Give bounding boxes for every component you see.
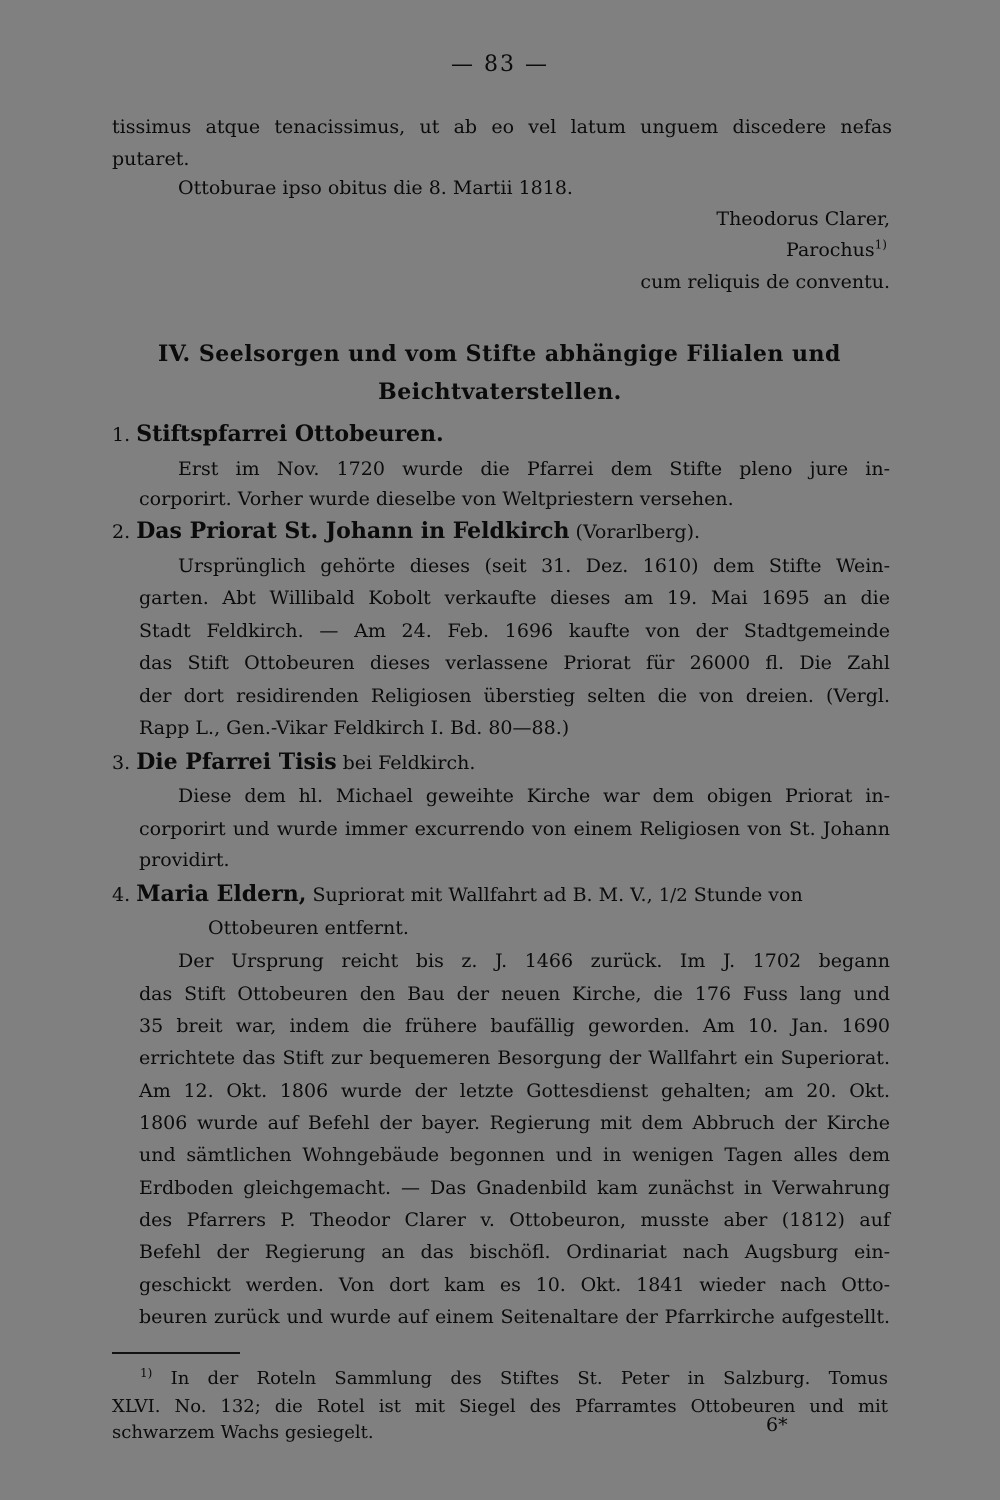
item-2-heading [112,519,700,544]
section-heading-line-1: IV. Seelsorgen und vom Stifte abhängige Filialen und [158,341,841,367]
item-2-subtitle: (Vorarlberg). [575,521,701,543]
signature-title [786,238,887,262]
item-1-title: Stiftspfarrei Ottobeuren. [136,421,444,447]
item-4-line-0: Ottobeuren entfernt. [208,917,409,939]
item-4-line-10: Befehl der Regierung an das bischöfl. Ordinariat nach Augsburg ein- [139,1241,890,1263]
item-4-line-3: 35 breit war, indem die frühere baufällig geworden. Am 10. Jan. 1690 [139,1015,890,1037]
footnote-line-2: XLVI. No. 132; die Rotel ist mit Siegel des Pfarramtes Ottobeuren und mit [112,1396,888,1417]
item-1-line-2: corporirt. Vorher wurde dieselbe von Weltpriestern versehen. [139,488,734,510]
letter-line-1: tissimus atque tenacissimus, ut ab eo vel latum unguem discedere nefas [112,116,892,138]
item-4-line-8: Erdboden gleichgemacht. — Das Gnadenbild kam zunächst in Verwahrung [139,1177,890,1199]
item-2-line-6: Rapp L., Gen.-Vikar Feldkirch I. Bd. 80—88.) [139,717,570,739]
item-4-line-11: geschickt werden. Von dort kam es 10. Okt. 1841 wieder nach Otto- [139,1274,890,1296]
footnote-rule [112,1352,240,1354]
item-4-heading [112,882,803,908]
item-3-line-3: providirt. [139,849,230,871]
item-3-subtitle: bei Feldkirch. [342,752,476,774]
section-heading-line-2: Beichtvaterstellen. [378,379,622,405]
item-4-fraction: 1/2 [658,885,688,906]
item-2-line-5: der dort residirenden Religiosen überstieg selten die von dreien. (Vergl. [139,685,890,707]
footnote-mark: 1) [140,1366,153,1380]
item-4-subtitle: Supriorat mit Wallfahrt ad B. M. V., [312,884,653,906]
item-4-line-1: Der Ursprung reicht bis z. J. 1466 zurück. Im J. 1702 begann [178,950,890,972]
item-3-title: Die Pfarrei Tisis [136,749,337,775]
item-4-number: 4. [112,884,131,906]
item-4-line-6: 1806 wurde auf Befehl der bayer. Regierung mit dem Abbruch der Kirche [139,1112,890,1134]
item-2-line-4: das Stift Ottobeuren dieses verlassene Priorat für 26000 fl. Die Zahl [139,652,890,674]
item-2-title: Das Priorat St. Johann in Feldkirch [136,518,570,544]
item-3-heading [112,750,475,775]
page-number: — 83 — [451,52,549,77]
footnote-text-1: In der Roteln Sammlung des Stiftes St. Peter in Salzburg. Tomus [170,1368,888,1389]
item-4-line-7: und sämtlichen Wohngebäude begonnen und in wenigen Tagen alles dem [139,1144,890,1166]
item-1-heading [112,422,444,447]
signature-title-text: Parochus [786,239,875,261]
item-3-line-2: corporirt und wurde immer excurrendo von einem Religiosen von St. Johann [139,818,890,840]
item-4-line-9: des Pfarrers P. Theodor Clarer v. Ottobeuron, musste aber (1812) auf [139,1209,890,1231]
item-2-line-3: Stadt Feldkirch. — Am 24. Feb. 1696 kaufte von der Stadtgemeinde [139,620,890,642]
signature-closing: cum reliquis de conventu. [640,271,890,293]
item-1-number: 1. [112,424,131,446]
item-4-line-12: beuren zurück und wurde auf einem Seitenaltare der Pfarrkirche aufgestellt. [139,1306,890,1328]
letter-line-2: putaret. [112,148,190,170]
footnote-ref: 1) [874,237,887,252]
signature-mark: 6* [766,1414,788,1436]
footnote-line-1 [140,1367,888,1391]
signature-name: Theodorus Clarer, [716,208,890,230]
item-2-line-1: Ursprünglich gehörte dieses (seit 31. Dez. 1610) dem Stifte Wein- [178,555,890,577]
item-1-line-1: Erst im Nov. 1720 wurde die Pfarrei dem Stifte pleno jure in- [178,458,890,480]
footnote-line-3: schwarzem Wachs gesiegelt. [112,1422,374,1443]
item-4-line-4: errichtete das Stift zur bequemeren Besorgung der Wallfahrt ein Superiorat. [139,1047,890,1069]
letter-line-3: Ottoburae ipso obitus die 8. Martii 1818. [178,177,573,199]
item-3-line-1: Diese dem hl. Michael geweihte Kirche war dem obigen Priorat in- [178,785,890,807]
item-2-line-2: garten. Abt Willibald Kobolt verkaufte dieses am 19. Mai 1695 an die [139,587,890,609]
item-3-number: 3. [112,752,131,774]
item-4-line-5: Am 12. Okt. 1806 wurde der letzte Gottesdienst gehalten; am 20. Okt. [139,1080,890,1102]
item-4-line-2: das Stift Ottobeuren den Bau der neuen Kirche, die 176 Fuss lang und [139,983,890,1005]
item-2-number: 2. [112,521,131,543]
item-4-title: Maria Eldern, [136,881,307,907]
item-4-subtitle-end: Stunde von [693,884,803,906]
